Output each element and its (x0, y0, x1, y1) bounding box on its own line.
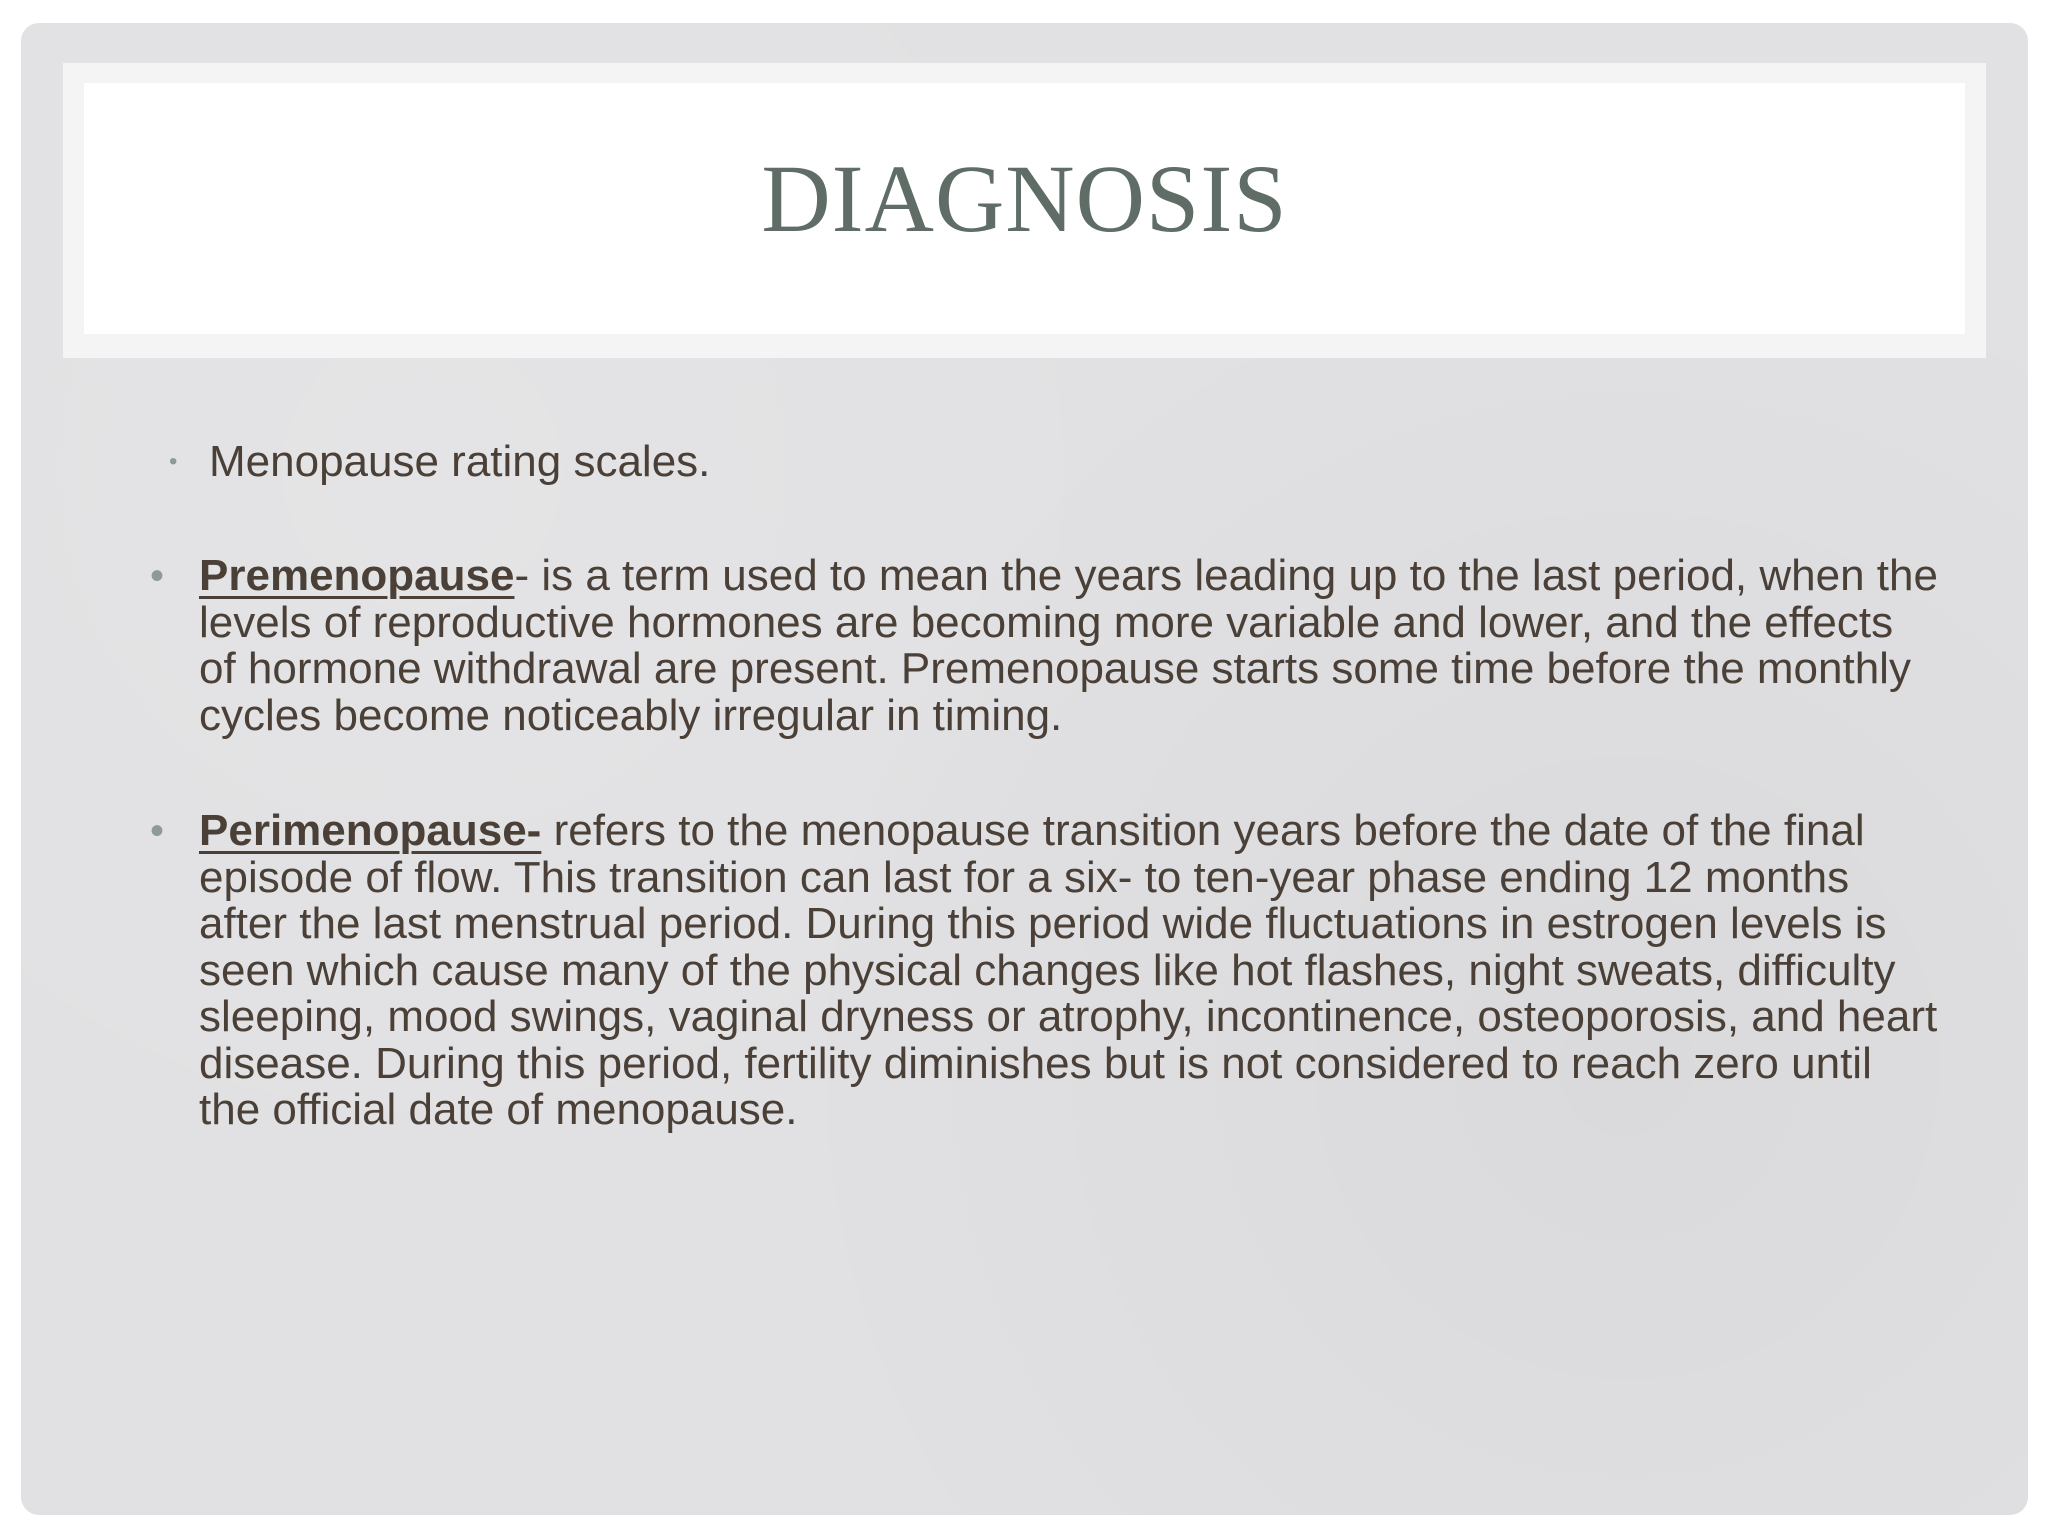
bullet-item-premenopause (150, 551, 1939, 740)
slide (21, 23, 2028, 1515)
bullet-term: Perimenopause- (199, 806, 542, 855)
bullet-dot-icon: • (150, 809, 165, 853)
bullet-dot-icon: • (150, 554, 165, 598)
slide-title: DIAGNOSIS (761, 145, 1288, 252)
bullet-text: refers to the menopause transition years before the date of the final episode of flow. This transition can last for a six- to ten-year phase ending 12 months after the last menstrual period. During this period wide fluctuations in estrogen levels is seen which cause many of the physical changes like hot flashes, night sweats, difficulty sleeping, mood swings, vaginal dryness or atrophy, incontinence, osteoporosis, and heart disease. During this period, fertility diminishes but is not considered to reach zero until the official date of menopause. (199, 806, 1938, 1134)
bullet-dot-icon: • (169, 448, 178, 475)
bullet-text: Menopause rating scales. (209, 437, 711, 486)
slide-content (21, 23, 2028, 1515)
bullet-text: - is a term used to mean the years leading up to the last period, when the levels of reproductive hormones are becoming more variable and lower, and the effects of hormone withdrawal are present. Premenopause starts some time before the monthly cycles become noticeably irregular in timing. (199, 551, 1938, 740)
bullet-item-perimenopause (150, 806, 1939, 1134)
bullet-term: Premenopause (199, 551, 515, 600)
bullet-item-rating-scales (169, 437, 711, 487)
